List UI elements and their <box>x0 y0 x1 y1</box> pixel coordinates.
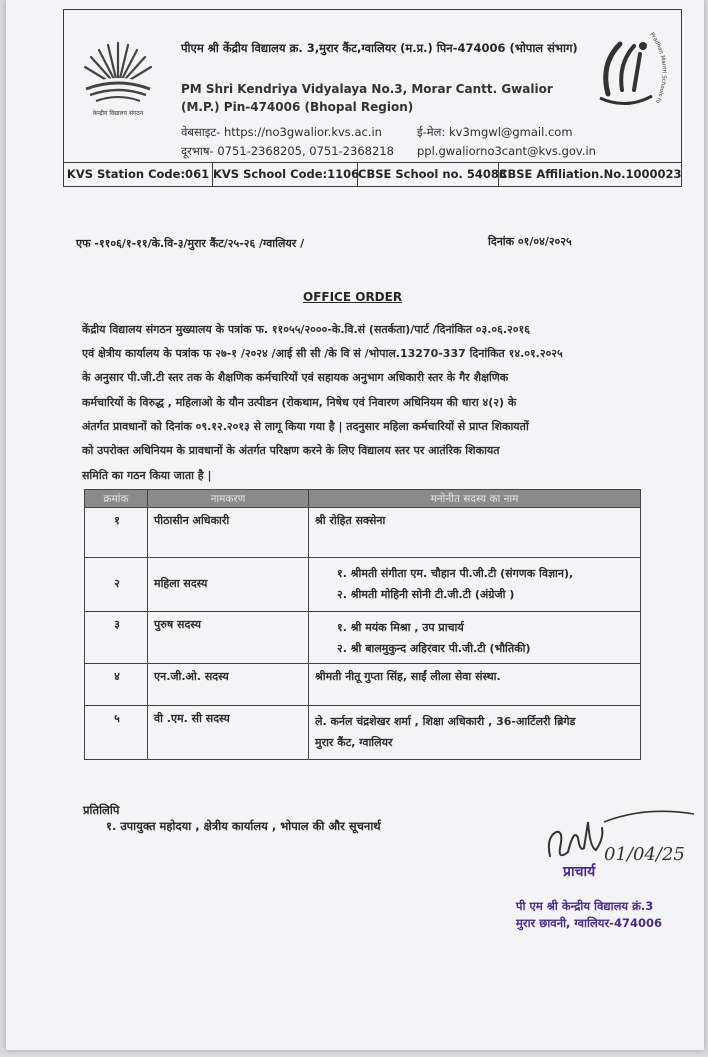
member-name: १. श्रीमती संगीता एम. चौहान पी.जी.टी (संगणक विज्ञान), <box>337 567 574 580</box>
document-page <box>6 0 704 1050</box>
row-sno: ४ <box>85 664 148 706</box>
row-sno: १ <box>85 508 148 558</box>
table-header-row <box>85 490 641 508</box>
table-row <box>85 664 641 706</box>
school-stamp <box>516 898 662 932</box>
school-codes <box>64 162 681 186</box>
copy-to-item: १. उपायुक्त महोदया , क्षेत्रीय कार्यालय , भोपाल की और सूचनार्थ <box>106 819 381 833</box>
member-name: २. श्री बालमुकुन्द अहिरवार पी.जी.टी (भौतिकी) <box>337 642 531 655</box>
body-line: केंद्रीय विद्यालय संगठन मुख्यालय के पत्रांक फ. ११०५५/२०००-के.वि.सं (सतर्कता)/पार्ट /दिनांकित ०३.०६.२०१६ <box>82 323 530 336</box>
reference-number: एफ -११०६/१-११/के.वि-३/मुरार कैंट/२५-२६ /ग्वालियर / <box>76 237 305 250</box>
table-row <box>85 558 641 612</box>
cbse-school-no: CBSE School no. 54083 <box>358 162 499 186</box>
email-secondary: ppl.gwaliorno3cant@kvs.gov.in <box>417 144 596 158</box>
row-sno: २ <box>85 558 148 612</box>
committee-table <box>84 489 641 760</box>
row-names <box>309 664 641 706</box>
row-names <box>309 508 641 558</box>
svg-text:केन्द्रीय विद्यालय संगठन: केन्द्रीय विद्यालय संगठन <box>92 110 144 117</box>
cbse-affiliation-no: CBSE Affiliation.No.1000023 <box>499 167 682 181</box>
member-name: श्रीमती नीतू गुप्ता सिंह, साईं लीला सेवा संस्था. <box>315 670 501 683</box>
order-date: दिनांक ०१/०४/२०२५ <box>488 235 572 248</box>
stamp-line: पी एम श्री केन्द्रीय विद्यालय क्रं.3 <box>516 899 654 913</box>
member-name: ले. कर्नल चंद्रशेखर शर्मा , शिक्षा अधिकारी , 36-आर्टिलरी ब्रिगेड <box>315 715 576 728</box>
member-name: श्री रोहित सक्सेना <box>315 514 386 527</box>
pm-shri-emblem <box>586 24 676 114</box>
row-role: वी .एम. सी सदस्य <box>148 706 309 760</box>
column-header-designation: नामकरण <box>148 490 309 508</box>
row-role: पुरुष सदस्य <box>148 612 309 664</box>
letterhead <box>63 9 682 187</box>
kvs-logo <box>78 35 158 119</box>
email-primary: ई-मेल: kv3mgwl@gmail.com <box>417 125 573 139</box>
row-role: एन.जी.ओ. सदस्य <box>148 664 309 706</box>
phone: दूरभाष- 0751-2368205, 0751-2368218 <box>181 144 394 158</box>
member-name: १. श्री मयंक मिश्रा , उप प्राचार्य <box>337 621 464 634</box>
body-line: को उपरोक्त अधिनियम के प्रावधानों के अंतर्गत परिक्षण करने के लिए विद्यालय स्तर पर आतंरिक शिकायत <box>82 444 500 457</box>
stamp-line: मुरार छावनी, ग्वालियर-474006 <box>516 916 662 930</box>
page-title: OFFICE ORDER <box>303 290 403 304</box>
table-row <box>85 508 641 558</box>
school-name-english: PM Shri Kendriya Vidyalaya No.3, Morar Cantt. Gwalior (M.P.) Pin-474006 (Bhopal Region) <box>181 82 553 114</box>
row-sno: ५ <box>85 706 148 760</box>
svg-text:Pradhan Mantri Schools for Ris: Pradhan Mantri Schools fo <box>648 31 667 104</box>
row-names <box>309 706 641 760</box>
kvs-station-code: KVS Station Code:061 <box>64 162 213 186</box>
principal-title: प्राचार्य <box>563 864 596 880</box>
row-role: महिला सदस्य <box>148 558 309 612</box>
body-line: अंतर्गत प्रावधानों को दिनांक ०९.१२.२०१३ से लागू किया गया है | तदनुसार महिला कर्मचारियों से प्राप्त शिकायतों <box>82 420 529 433</box>
body-line: समिति का गठन किया जाता है | <box>82 469 212 482</box>
member-name: २. श्रीमती मोहिनी सोनी टी.जी.टी (अंग्रेजी ) <box>337 588 515 601</box>
member-name: मुरार कैंट, ग्वालियर <box>315 736 393 749</box>
column-header-sno: क्रमांक <box>85 490 148 508</box>
letterhead-top <box>64 10 681 163</box>
table-row <box>85 612 641 664</box>
svg-text:01/04/25: 01/04/25 <box>604 844 685 865</box>
table-row <box>85 706 641 760</box>
kvs-school-code: KVS School Code:1106 <box>213 162 358 186</box>
body-line: कर्मचारियों के विरुद्ध , महिलाओ के यौन उत्पीडन (रोकथाम, निषेध एवं निवारण अधिनियम की धारा ४(२) के <box>82 396 517 409</box>
column-header-member-name: मनोनीत सदस्य का नाम <box>309 490 641 508</box>
body-line: एवं क्षेत्रीय कार्यालय के पत्रांक फ २७-१ /२०२४ /आई सी सी /के वि सं /भोपाल.13270-337 दिनांकित १४.०१.२०२५ <box>82 347 563 360</box>
copy-to-label: प्रतिलिपि <box>83 803 120 817</box>
row-names <box>309 612 641 664</box>
body-line: के अनुसार पी.जी.टी स्तर तक के शैक्षणिक कर्मचारियों एवं सहायक अनुभाग अधिकारी स्तर के गैर शैक्षणिक <box>82 371 509 384</box>
row-names <box>309 558 641 612</box>
row-sno: ३ <box>85 612 148 664</box>
website: वेबसाइट- https://no3gwalior.kvs.ac.in <box>181 125 382 139</box>
row-role: पीठासीन अधिकारी <box>148 508 309 558</box>
school-name-hindi: पीएम श्री केंद्रीय विद्यालय क्र. 3,मुरार कैंट,ग्वालियर (म.प्र.) पिन-474006 (भोपाल संभाग) <box>181 41 578 55</box>
